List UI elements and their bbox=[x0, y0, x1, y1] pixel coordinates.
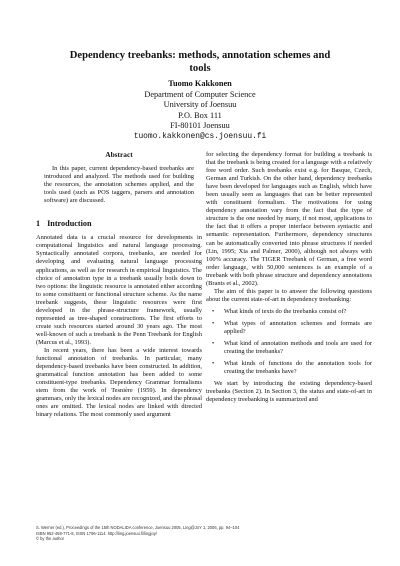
author-pobox: P.O. Box 111 bbox=[178, 110, 222, 120]
author-university: University of Joensuu bbox=[163, 100, 237, 109]
intro-paragraph-5: We start by introducing the existing dependency-based treebanks (Section 2). In Section 3, the status and state-of-art in dependency treebanking is summarized and bbox=[206, 380, 372, 404]
question-list bbox=[206, 308, 372, 376]
author-email[interactable]: tuomo.kakkonen@cs.joensuu.fi bbox=[133, 131, 267, 141]
title-line-2: tools bbox=[189, 62, 211, 74]
intro-paragraph-2: In recent years, there has been a wide interest towards functional annotation of treebanks. In particular, many dependency-based treebanks have been constructed. In addition, grammatical function annotation has been added to some constituent-type treebanks. Dependency Grammar formalisms stem from the work of Tesnière (1959). In dependency grammars, only the lexical nodes are recognized, and the phrasal ones are omitted. The lexical nodes are linked with directed binary relations. The most commonly used argument bbox=[36, 346, 202, 419]
abstract-text: In this paper, current dependency-based treebanks are introduced and analyzed. The methods used for building the resources, the annotation schemes applied, and the tools used (such as POS taggers, parsers and annotation software) are discussed. bbox=[44, 165, 194, 205]
question-item: • What types of annotation schemes and formats are applied? bbox=[206, 320, 372, 336]
abstract-heading: Abstract bbox=[105, 150, 133, 159]
intro-paragraph-1: Annotated data is a crucial resource for developments in computational linguistics and natural language processing. Syntactically annotated corpora, treebanks, are needed for developing and evaluating natural language processing applications, as well as for research in empirical linguistics. The choice of annotation type in a treebank usually boils down to two options: the linguistic resource is annotated either according to some constituent or functional structure scheme. As the name treebank suggests, these linguistic resources were first developed in the phrase-structure framework, usually represented as tree-shaped constructions. The first efforts to create such resources started around 30 years ago. The most well-known of such a treebank is the Penn Treebank for English (Marcus et al., 1993). bbox=[36, 234, 202, 346]
question-item: • What kinds of texts do the treebanks consist of? bbox=[206, 308, 372, 316]
page-footer bbox=[36, 525, 374, 542]
intro-paragraph-4: The aim of this paper is to answer the following questions about the current state-of-art in dependency treebanking: bbox=[206, 287, 372, 303]
paper-title bbox=[0, 50, 400, 75]
title-line-1: Dependency treebanks: methods, annotation schemes and bbox=[69, 50, 331, 61]
footer-copyright: © by the author bbox=[36, 536, 65, 541]
author-department: Department of Computer Science bbox=[144, 89, 256, 99]
question-item: • What kinds of functions do the annotation tools for creating the treebanks have? bbox=[206, 360, 372, 376]
author-block bbox=[0, 79, 400, 142]
left-column bbox=[36, 151, 202, 419]
footer-citation: S. Werner (ed.), Proceedings of the 15th NODALIDA conference, Joensuu 2005, Ling@JoY 1, 2006, pp. 94–104 bbox=[36, 525, 240, 530]
question-item: • What kind of annotation methods and tools are used for creating the treebanks? bbox=[206, 340, 372, 356]
author-name: Tuomo Kakkonen bbox=[168, 79, 232, 88]
section-title: Introduction bbox=[47, 219, 92, 229]
intro-paragraph-3: for selecting the dependency format for building a treebank is that the treebank is being created for a language with a relatively free word order. Such treebanks exist e.g. for Basque, Czech, German and Turkish. On the other hand, dependency treebanks have been developed for languages such as English, which have been usually seen as languages that can be better represented with constituent formalism. The motivations for using dependency annotation vary from the fact that the type of structure is the one needed by many, if not most, applications to the fact that it offers a proper interface between syntactic and semantic representation. Furthermore, dependency structures can be automatically converted into phrase structures if needed (Lin, 1995; Xia and Palmer, 2000), although not always with 100% accuracy. The TIGER Treebank of German, a free word order language, with 50,000 sentences is an example of a treebank with both phrase structure and dependency annotations (Brants et al., 2002). bbox=[206, 151, 372, 287]
section-number: 1 bbox=[36, 219, 41, 229]
footer-isbn: ISBN 952-458-771-8, ISSN 1796-1114. http://ling.joensuu.fi/lingjoy/ bbox=[36, 530, 157, 536]
section-heading-introduction bbox=[36, 220, 202, 228]
right-column bbox=[206, 151, 372, 404]
author-city: FI-80101 Joensuu bbox=[170, 121, 230, 130]
